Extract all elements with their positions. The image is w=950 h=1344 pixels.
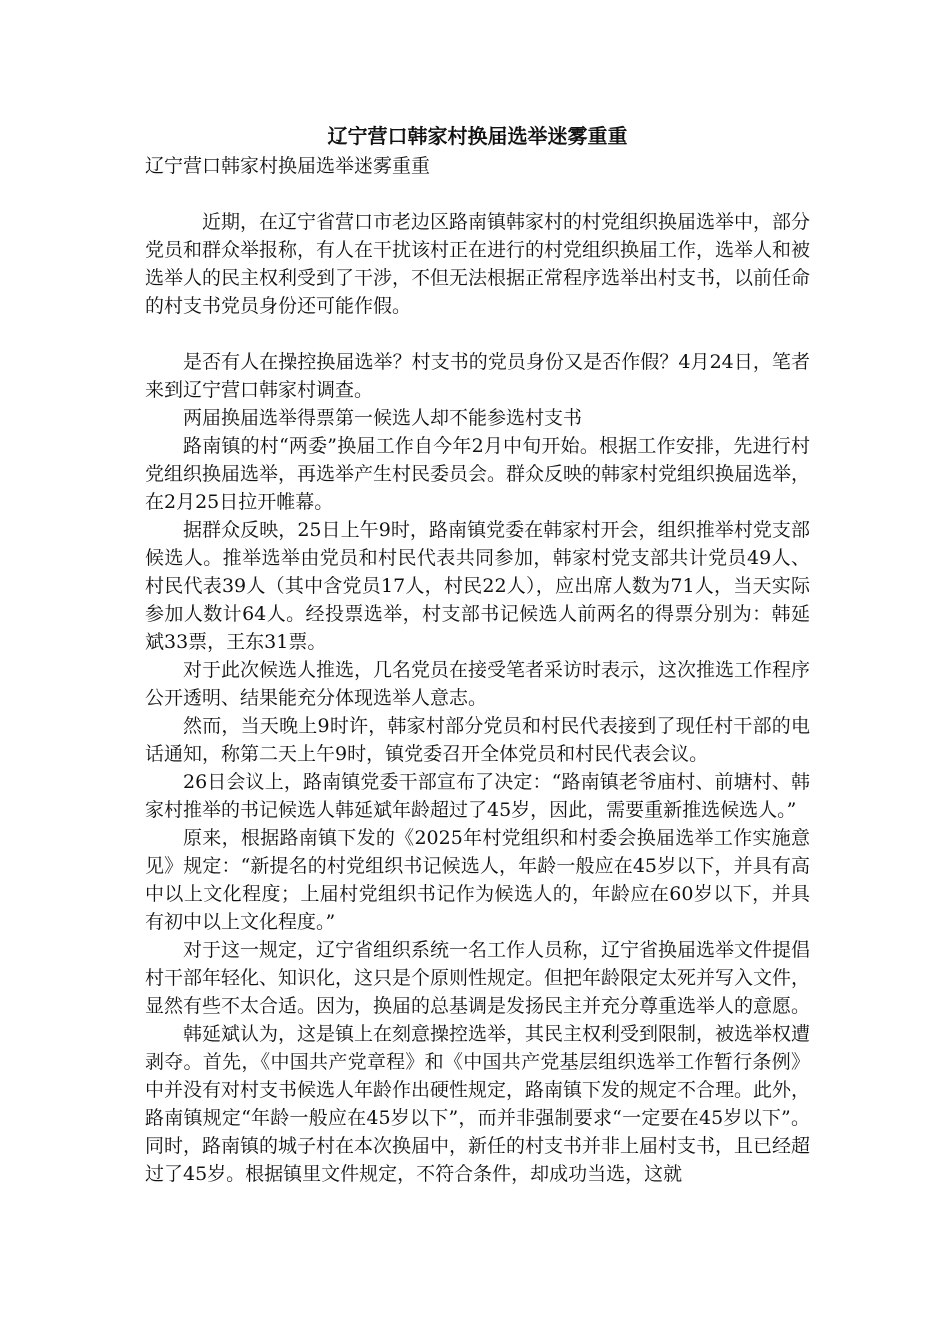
paragraph: 对于此次候选人推选，几名党员在接受笔者采访时表示，这次推选工作程序公开透明、结果能充分体现选举人意志。 xyxy=(145,659,811,709)
paragraph: 原来，根据路南镇下发的《2025年村党组织和村委会换届选举工作实施意见》规定：“新提名的村党组织书记候选人，年龄一般应在45岁以下，并具有高中以上文化程度；上届村党组织书记作为候选人的，年龄应在60岁以下，并具有初中以上文化程度。” xyxy=(145,827,810,933)
section-heading: 两届换届选举得票第一候选人却不能参选村支书 xyxy=(183,407,583,429)
paragraph: 据群众反映，25日上午9时，路南镇党委在韩家村开会，组织推举村党支部候选人。推举选举由党员和村民代表共同参加，韩家村党支部共计党员49人、村民代表39人（其中含党员17人，村民22人），应出席人数为71人，当天实际参加人数计64人。经投票选举，村支部书记候选人前两名的得票分别为：韩延斌33票，王东31票。 xyxy=(145,519,810,653)
paragraph: 对于这一规定，辽宁省组织系统一名工作人员称，辽宁省换届选举文件提倡村干部年轻化、知识化，这只是个原则性规定。但把年龄限定太死并写入文件，显然有些不太合适。因为，换届的总基调是发扬民主并充分尊重选举人的意愿。 xyxy=(145,939,811,1017)
document-title: 辽宁营口韩家村换届选举迷雾重重 xyxy=(327,124,628,148)
spacer xyxy=(145,320,810,348)
paragraph-intro: 近期，在辽宁省营口市老边区路南镇韩家村的村党组织换届选举中，部分党员和群众举报称，有人在干扰该村正在进行的村党组织换届工作，选举人和被选举人的民主权利受到了干涉，不但无法根据正常程序选举出村支书，以前任命的村支书党员身份还可能作假。 xyxy=(145,211,811,317)
paragraph: 然而，当天晚上9时许，韩家村部分党员和村民代表接到了现任村干部的电话通知，称第二天上午9时，镇党委召开全体党员和村民代表会议。 xyxy=(145,715,810,765)
paragraph: 路南镇的村“两委”换届工作自今年2月中旬开始。根据工作安排，先进行村党组织换届选举，再选举产生村民委员会。群众反映的韩家村党组织换届选举，在2月25日拉开帷幕。 xyxy=(145,435,811,513)
spacer xyxy=(145,180,810,208)
document-subtitle: 辽宁营口韩家村换届选举迷雾重重 xyxy=(145,155,431,177)
document-page xyxy=(145,120,810,1188)
paragraph: 是否有人在操控换届选举？村支书的党员身份又是否作假？4月24日，笔者来到辽宁营口韩家村调查。 xyxy=(145,351,810,401)
paragraph: 26日会议上，路南镇党委干部宣布了决定：“路南镇老爷庙村、前塘村、韩家村推举的书记候选人韩延斌年龄超过了45岁，因此，需要重新推选候选人。” xyxy=(145,771,810,821)
paragraph: 韩延斌认为，这是镇上在刻意操控选举，其民主权利受到限制，被选举权遭剥夺。首先，《中国共产党章程》和《中国共产党基层组织选举工作暂行条例》中并没有对村支书候选人年龄作出硬性规定，路南镇下发的规定不合理。此外，路南镇规定“年龄一般应在45岁以下”，而并非强制要求“一定要在45岁以下”。同时，路南镇的城子村在本次换届中，新任的村支书并非上届村支书，且已经超过了45岁。根据镇里文件规定，不符合条件，却成功当选，这就 xyxy=(145,1023,811,1185)
